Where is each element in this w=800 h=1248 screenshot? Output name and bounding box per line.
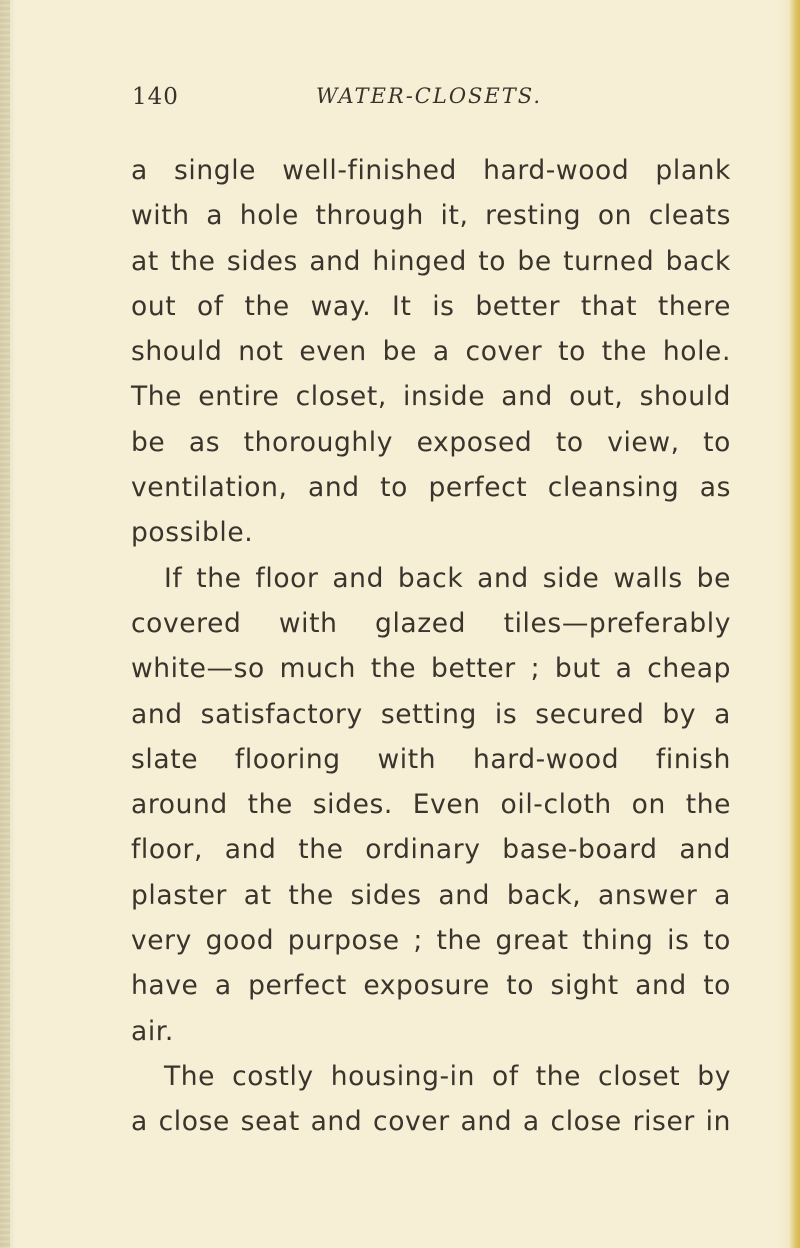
text-line: a single well-finished hard-wood plank: [131, 155, 731, 186]
text-line: a close seat and cover and a close riser in: [131, 1106, 731, 1138]
text-line: very good purpose ; the great thing is to: [131, 925, 731, 957]
text-line: ventilation, and to perfect cleansing as: [131, 472, 731, 504]
page-number: 140: [132, 84, 179, 110]
running-head: WATER-CLOSETS.: [316, 84, 543, 108]
text-line: The costly housing-in of the closet by: [164, 1060, 731, 1092]
text-line: covered with glazed tiles—preferably: [131, 607, 731, 639]
text-line: be as thoroughly exposed to view, to: [131, 426, 731, 458]
text-line: possible.: [131, 517, 254, 549]
page-fore-edge: [790, 0, 800, 1248]
text-line: should not even be a cover to the hole.: [131, 336, 731, 368]
text-line: The entire closet, inside and out, should: [131, 381, 731, 413]
text-line: air.: [131, 1015, 174, 1047]
text-line: slate flooring with hard-wood finish: [131, 743, 731, 775]
text-line: white—so much the better ; but a cheap: [131, 653, 731, 685]
text-line: and satisfactory setting is secured by a: [131, 698, 731, 730]
text-line: out of the way. It is better that there: [131, 290, 731, 322]
text-line: around the sides. Even oil-cloth on the: [131, 789, 731, 821]
page-header: [132, 84, 692, 124]
text-line: have a perfect exposure to sight and to: [131, 970, 731, 1002]
text-line: floor, and the ordinary base-board and: [131, 834, 731, 866]
text-line: plaster at the sides and back, answer a: [131, 879, 731, 911]
page-gutter-edge: [0, 0, 10, 1248]
body-text: [131, 148, 731, 1145]
text-line: with a hole through it, resting on cleats: [131, 200, 731, 232]
text-line: If the floor and back and side walls be: [164, 562, 731, 594]
text-line: at the sides and hinged to be turned back: [131, 245, 731, 277]
